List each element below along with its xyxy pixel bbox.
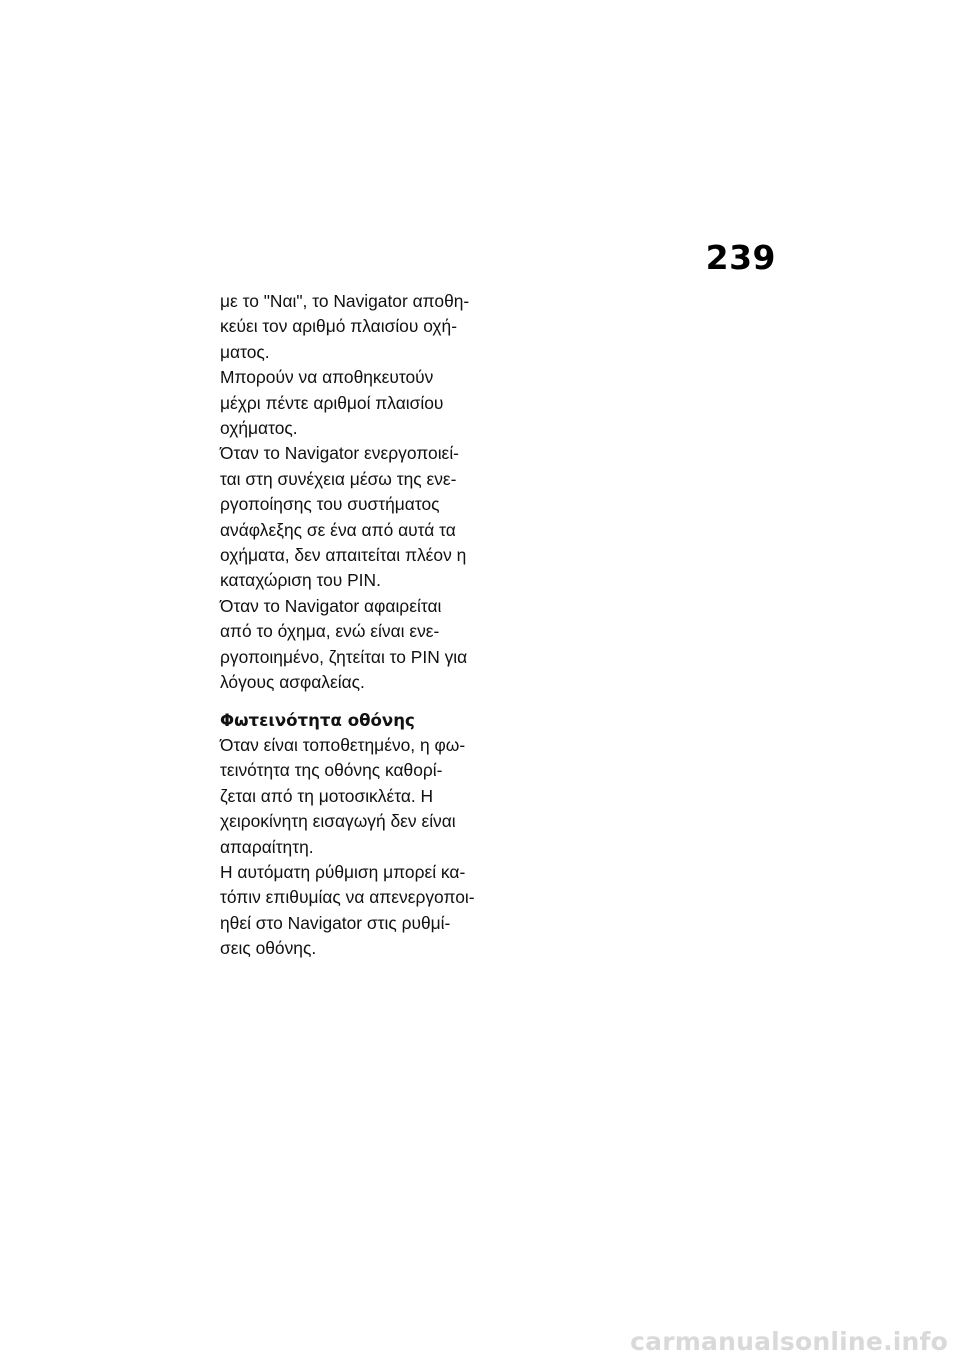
text-line: οχήματος. bbox=[220, 418, 298, 439]
section-heading-display-brightness: Φωτεινότητα οθόνης bbox=[220, 710, 415, 730]
text-line: ματος. bbox=[220, 341, 270, 362]
text-line: τεινότητα της οθόνης καθορί- bbox=[220, 760, 443, 781]
watermark: carmanualsonline.info bbox=[630, 1327, 948, 1356]
text-line: με το "Ναι", το Navigator αποθη- bbox=[220, 291, 470, 311]
paragraph-pin-security bbox=[220, 594, 510, 696]
text-line: λόγους ασφαλείας. bbox=[220, 672, 365, 693]
paragraph-brightness-disable bbox=[220, 860, 510, 962]
text-line: ηθεί στο Navigator στις ρυθμί- bbox=[220, 912, 451, 933]
text-line: μέχρι πέντε αριθμοί πλαισίου bbox=[220, 392, 444, 413]
text-line: Όταν το Navigator αφαιρείται bbox=[220, 595, 442, 616]
text-line: καταχώριση του PIN. bbox=[220, 570, 381, 591]
text-line: σεις οθόνης. bbox=[220, 938, 317, 959]
text-line: Όταν είναι τοποθετημένο, η φω- bbox=[220, 734, 466, 755]
text-line: ανάφλεξης σε ένα από αυτά τα bbox=[220, 519, 456, 540]
text-line: Μπορούν να αποθηκευτούν bbox=[220, 367, 434, 388]
text-line: Όταν το Navigator ενεργοποιεί- bbox=[220, 443, 459, 464]
text-line: ζεται από τη μοτοσικλέτα. Η bbox=[220, 785, 434, 806]
text-line: κεύει τον αριθμό πλαισίου οχή- bbox=[220, 316, 457, 337]
text-column bbox=[220, 289, 510, 962]
paragraph-vin-count bbox=[220, 365, 510, 441]
text-line: οχήματα, δεν απαιτείται πλέον η bbox=[220, 545, 467, 566]
page-number: 239 bbox=[705, 238, 776, 277]
text-line: ργοποιημένο, ζητείται το PIN για bbox=[220, 646, 468, 667]
text-line: ργοποίησης του συστήματος bbox=[220, 494, 440, 515]
text-line: από το όχημα, ενώ είναι ενε- bbox=[220, 621, 440, 642]
text-line: Η αυτόματη ρύθμιση μπορεί κα- bbox=[220, 861, 466, 882]
text-line: ται στη συνέχεια μέσω της ενε- bbox=[220, 468, 457, 489]
paragraph-pin-not-required bbox=[220, 441, 510, 593]
text-line: τόπιν επιθυμίας να απενεργοποι- bbox=[220, 887, 475, 908]
text-line: χειροκίνητη εισαγωγή δεν είναι bbox=[220, 811, 456, 832]
paragraph-vin-save bbox=[220, 289, 510, 365]
paragraph-brightness-auto bbox=[220, 733, 510, 860]
text-line: απαραίτητη. bbox=[220, 836, 314, 857]
